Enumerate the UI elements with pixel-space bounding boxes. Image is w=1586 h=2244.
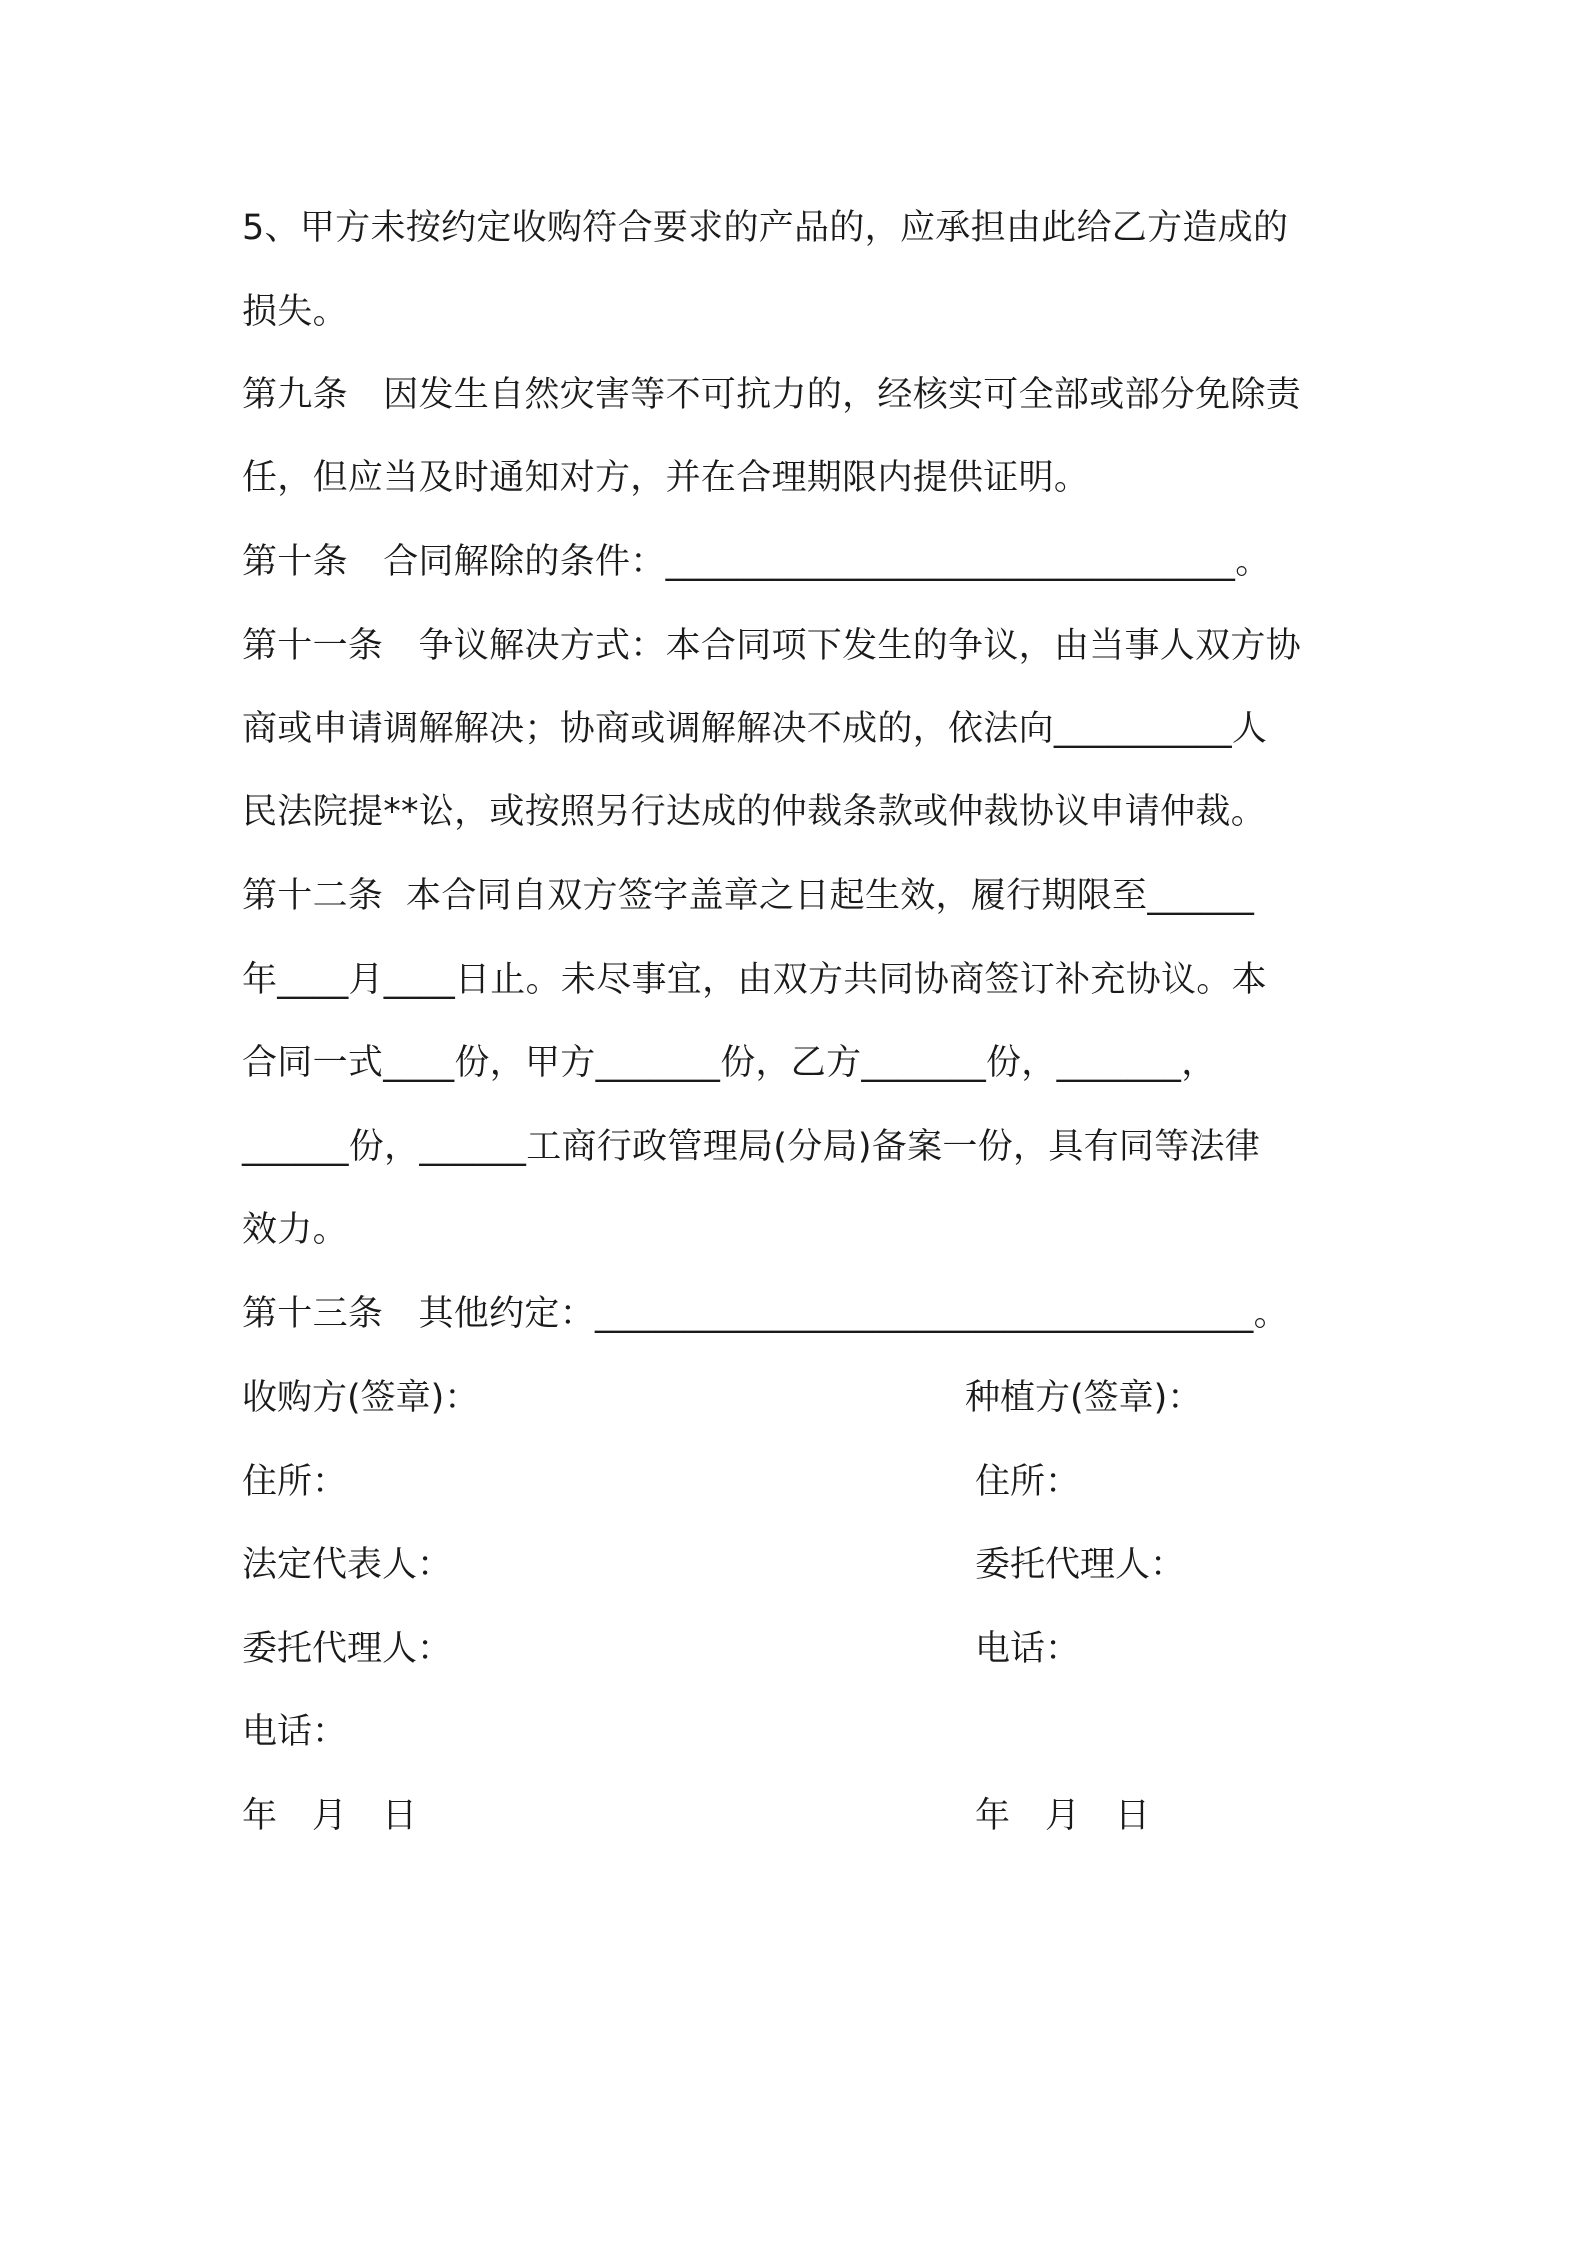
purchaser-phone-label: 电话：	[242, 1712, 348, 1752]
purchaser-legal-rep-label: 法定代表人：	[242, 1545, 453, 1585]
clause-13: 第十三条 其他约定：_____________________________________。	[242, 1294, 1289, 1334]
clause-12-line-1: 第十二条 本合同自双方签字盖章之日起生效，履行期限至______	[242, 876, 1255, 916]
clause-11-line-3: 民法院提**讼，或按照另行达成的仲裁条款或仲裁协议申请仲裁。	[242, 792, 1267, 832]
grower-signature-label: 种植方(签章)：	[965, 1378, 1203, 1418]
clause-8-item-5-line-2: 损失。	[242, 292, 348, 332]
purchaser-signature-label: 收购方(签章)：	[242, 1378, 480, 1418]
clause-8-item-5-line-1: 5、甲方未按约定收购符合要求的产品的，应承担由此给乙方造成的	[242, 208, 1289, 248]
clause-9-line-1: 第九条 因发生自然灾害等不可抗力的，经核实可全部或部分免除责	[242, 375, 1302, 415]
clause-12-line-3: 合同一式____份，甲方_______份，乙方_______份，_______，	[242, 1043, 1217, 1083]
grower-address-label: 住所：	[975, 1462, 1081, 1502]
grower-agent-label: 委托代理人：	[975, 1545, 1186, 1585]
grower-date-label: 年 月 日	[975, 1796, 1151, 1836]
clause-12-line-4: ______份，______工商行政管理局(分局)备案一份，具有同等法律	[242, 1127, 1261, 1167]
purchaser-agent-label: 委托代理人：	[242, 1629, 453, 1669]
grower-phone-label: 电话：	[975, 1629, 1081, 1669]
clause-11-line-2: 商或申请调解解决；协商或调解解决不成的，依法向__________人	[242, 709, 1268, 749]
purchaser-date-label: 年 月 日	[242, 1796, 418, 1836]
purchaser-address-label: 住所：	[242, 1462, 348, 1502]
clause-11-line-1: 第十一条 争议解决方式：本合同项下发生的争议，由当事人双方协	[242, 626, 1302, 666]
clause-10: 第十条 合同解除的条件：________________________________。	[242, 542, 1271, 582]
clause-9-line-2: 任，但应当及时通知对方，并在合理期限内提供证明。	[242, 458, 1090, 498]
clause-12-line-2: 年____月____日止。未尽事宜，由双方共同协商签订补充协议。本	[242, 960, 1267, 1000]
clause-12-line-5: 效力。	[242, 1210, 348, 1250]
